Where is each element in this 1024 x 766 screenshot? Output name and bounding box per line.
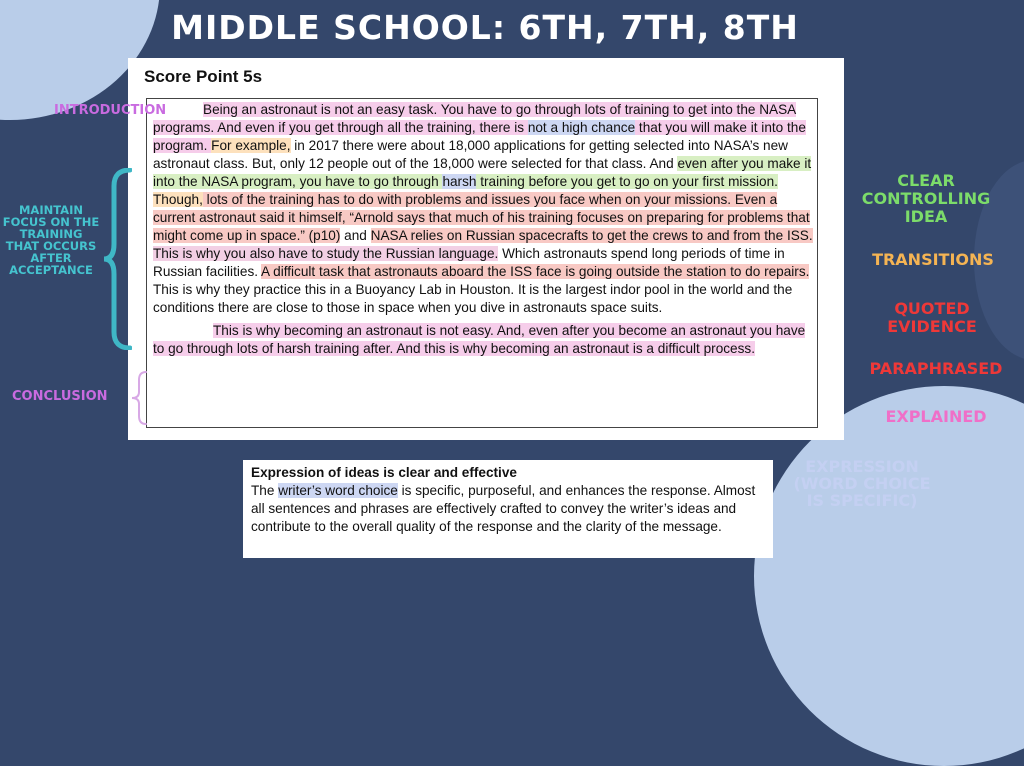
label-clear-controlling-idea: CLEAR CONTROLLING IDEA — [861, 171, 991, 226]
essay-paragraph-conclusion — [153, 322, 813, 358]
highlight-blue: harsh — [442, 174, 477, 189]
highlight-blue: not a high chance — [527, 120, 636, 135]
highlight-red: NASA relies on Russian spacecrafts to get the crews to and from the ISS. — [370, 228, 813, 243]
text-segment: in 2017 there were about 18,000 applications for getting selected into NASA’s new astronaut class. But, only 12 people out of the 18,000 were selected for that class. And — [153, 138, 788, 171]
highlight-pink: This is why becoming an astronaut is not easy. And, even after you become an astronaut you have to go through lots of harsh training after. And this is why becoming an astronaut is a difficult process. — [153, 323, 806, 356]
label-maintain-focus: MAINTAIN FOCUS ON THE TRAINING THAT OCCURS AFTER ACCEPTANCE — [2, 203, 100, 277]
score-point-heading: Score Point 5s — [144, 67, 263, 86]
highlight-red: lots of the training has to do with problems and issues you face when on your missions. Even a current astronaut said it himself, — [153, 192, 778, 225]
label-introduction: INTRODUCTION — [54, 103, 167, 118]
conclusion-brace-icon — [130, 370, 148, 426]
label-conclusion: CONCLUSION — [12, 389, 108, 404]
highlight-rose: This is why you also have to study the Russian language. — [153, 246, 499, 261]
highlight-green: even after you make it into the NASA program, you have to go through — [153, 156, 812, 189]
highlight-blue: writer’s word choice — [278, 483, 398, 498]
decorative-blob-bottom-right — [754, 386, 1024, 766]
text-segment: Which astronauts spend long periods of time in Russian facilities. — [153, 246, 785, 279]
label-paraphrased: PARAPHRASED — [869, 359, 1003, 378]
label-quoted-evidence: QUOTED EVIDENCE — [887, 299, 977, 336]
essay-sample-card — [128, 58, 844, 440]
highlight-green: training before you get to go on your first mission. — [476, 174, 778, 189]
essay-paragraph-body — [153, 101, 813, 317]
highlight-pink: Being an astronaut is not an easy task. You have to go through lots of training to get into the NASA programs. And even if you get through all the training, there is — [153, 102, 797, 135]
essay-text-box — [146, 98, 818, 428]
rubric-title: Expression of ideas is clear and effective — [251, 465, 517, 480]
highlight-red: “Arnold says that much of his training focuses on preparing for problems that might come up in space.” (p10) — [153, 210, 810, 243]
highlight-orange: Though, — [153, 192, 203, 207]
highlight-pink: that you will make it into the program. — [153, 120, 806, 153]
highlight-orange: For example, — [211, 138, 291, 153]
text-segment: This is why they practice this in a Buoyancy Lab in Houston. It is the largest indor pool in the world and the conditions there are close to those in space when you dive in astronauts space suits. — [153, 282, 793, 315]
rubric-card — [243, 460, 773, 558]
label-transitions: TRANSITIONS — [872, 250, 994, 269]
label-explained: EXPLAINED — [885, 407, 987, 426]
highlight-red: A difficult task that astronauts aboard the ISS face is going outside the station to do repairs. — [261, 264, 810, 279]
text-segment: and — [340, 228, 371, 243]
text-segment: The — [251, 483, 279, 498]
body-brace-icon — [102, 168, 132, 350]
text-segment: is specific, purposeful, and enhances the response. Almost all sentences and phrases are effectively crafted to convey the writer’s ideas and contribute to the overall quality of the response and the clarity of the message. — [251, 483, 756, 534]
label-expression-word-choice: EXPRESSION (WORD CHOICE IS SPECIFIC) — [793, 457, 931, 510]
rubric-body — [251, 482, 765, 536]
slide-title: MIDDLE SCHOOL: 6TH, 7TH, 8TH — [171, 8, 799, 47]
